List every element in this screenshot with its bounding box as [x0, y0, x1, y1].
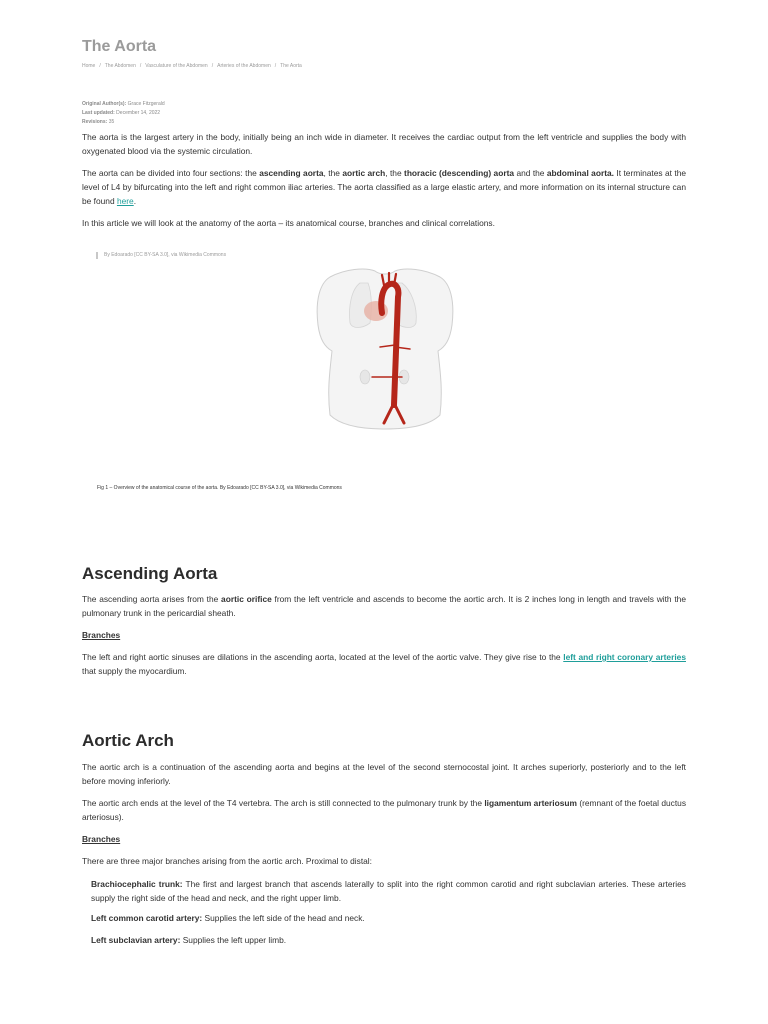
item-name: Brachiocephalic trunk:: [91, 879, 183, 889]
term-thoracic-aorta: thoracic (descending) aorta: [404, 168, 515, 178]
revisions-count: 35: [108, 119, 115, 125]
intro-paragraph-2: The aorta can be divided into four sections: the ascending aorta, the aortic arch, the thoracic (descending) aorta and the abdominal aorta. It terminates at the level of L4 by bifurcating into the left and right common iliac arteries. The aorta classified as a large elastic artery, and more information on its internal structure can be found here.: [82, 168, 687, 206]
coronary-arteries-link[interactable]: left and right coronary arteries: [563, 652, 686, 662]
intro-paragraph-1: The aorta is the largest artery in the body, initially being an inch wide in diameter. It receives the cardiac output from the left ventricle and supplies the body with oxygenated blood via the systemic circulation.: [82, 132, 686, 156]
term-abdominal-aorta: abdominal aorta.: [546, 168, 614, 178]
arch-paragraph-1: The aortic arch is a continuation of the ascending aorta and begins at the level of the second sternocostal joint. It arches superiorly, posteriorly and to the left before moving inferiorly.: [82, 762, 686, 786]
breadcrumb-vasculature[interactable]: Vasculature of the Abdomen: [145, 63, 208, 69]
arch-paragraph-3: There are three major branches arising from the aortic arch. Proximal to distal:: [82, 856, 372, 866]
page-title: The Aorta: [82, 38, 157, 55]
aorta-diagram-svg: [310, 265, 460, 430]
term-aortic-orifice: aortic orifice: [221, 594, 272, 604]
figure-caption: Fig 1 – Overview of the anatomical course of the aorta. By Edoarado [CC BY-SA 3.0], via Wikimedia Commons: [97, 485, 342, 491]
updated-label: Last updated:: [82, 110, 115, 116]
item-name: Left subclavian artery:: [91, 935, 181, 945]
image-credit: By Edoarado [CC BY-SA 3.0], via Wikimedia Commons: [96, 252, 226, 259]
item-name: Left common carotid artery:: [91, 913, 203, 923]
heading-ascending-aorta: Ascending Aorta: [82, 564, 218, 583]
updated-date: December 14, 2022: [116, 110, 161, 116]
term-ligamentum-arteriosum: ligamentum arteriosum: [484, 798, 577, 808]
intro-paragraph-3: In this article we will look at the anatomy of the aorta – its anatomical course, branches and clinical correlations.: [82, 218, 495, 228]
term-ascending-aorta: ascending aorta: [259, 168, 324, 178]
ascending-branches-label: Branches: [82, 630, 121, 640]
breadcrumb-abdomen[interactable]: The Abdomen: [104, 63, 136, 69]
breadcrumb-current: The Aorta: [280, 63, 302, 69]
article-meta: [82, 100, 165, 127]
ascending-paragraph-1: The ascending aorta arises from the aortic orifice from the left ventricle and ascends to become the aortic arch. It is 2 inches long in length and travels with the pulmonary trunk in the pericardial sheath.: [82, 594, 686, 618]
revisions-label: Revisions:: [82, 119, 108, 125]
breadcrumb: Home / The Abdomen / Vasculature of the Abdomen / Arteries of the Abdomen / The Aorta: [82, 63, 302, 69]
breadcrumb-home[interactable]: Home: [82, 63, 96, 69]
arch-branches-label: Branches: [82, 834, 121, 844]
arch-paragraph-2: The aortic arch ends at the level of the T4 vertebra. The arch is still connected to the pulmonary trunk by the ligamentum arteriosum (remnant of the foetal ductus arteriosus).: [82, 798, 687, 822]
right-kidney: [360, 370, 370, 384]
term-aortic-arch: aortic arch: [342, 168, 386, 178]
heading-aortic-arch: Aortic Arch: [82, 731, 174, 750]
here-link[interactable]: here: [116, 196, 134, 206]
aorta-illustration: [310, 265, 460, 430]
ascending-paragraph-2: The left and right aortic sinuses are dilations in the ascending aorta, located at the level of the aortic valve. They give rise to the left and right coronary arteries that supply the myocardium.: [82, 652, 686, 676]
breadcrumb-arteries[interactable]: Arteries of the Abdomen: [217, 63, 271, 69]
list-item-brachiocephalic: Brachiocephalic trunk: The first and largest branch that ascends laterally to split into the right common carotid and right subclavian arteries. These arteries supply the right side of the head and neck, and the right upper limb.: [91, 879, 686, 903]
author-name: Grace Fitzgerald: [127, 101, 165, 107]
list-item-left-subclavian: Left subclavian artery: Supplies the left upper limb.: [91, 935, 287, 945]
list-item-left-common-carotid: Left common carotid artery: Supplies the left side of the head and neck.: [91, 913, 365, 923]
author-label: Original Author(s):: [82, 101, 127, 107]
